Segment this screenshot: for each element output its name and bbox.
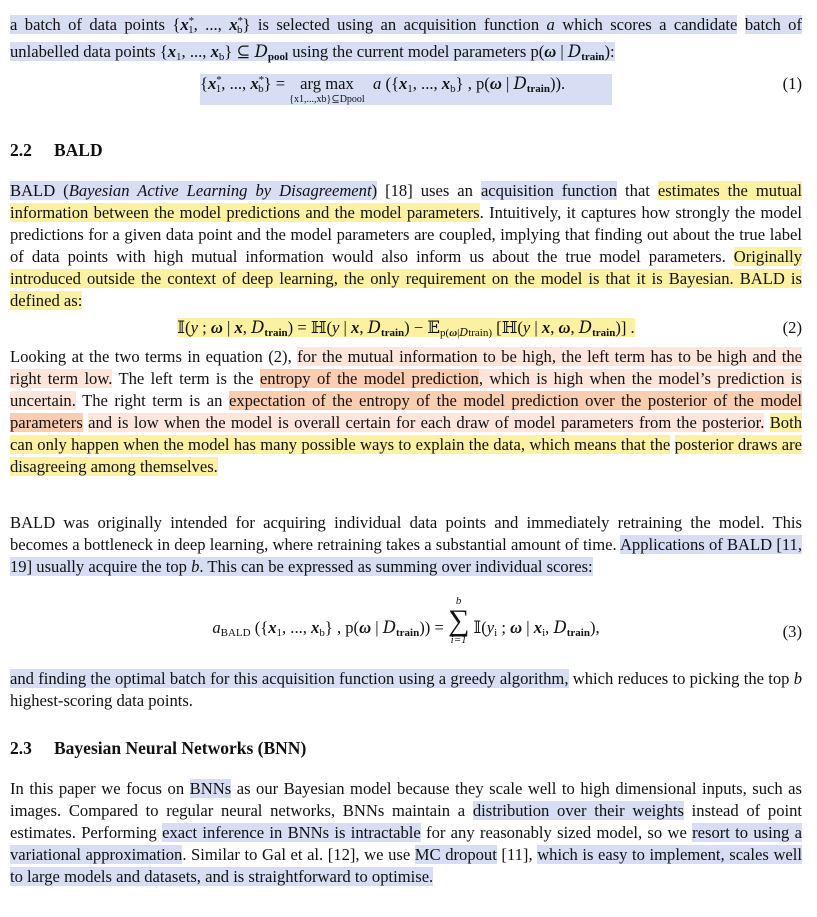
eq1-argmax: arg max <box>300 74 354 93</box>
bald-s1-d: [18] uses an <box>385 181 473 200</box>
bnn-b: BNNs <box>189 779 232 798</box>
eq3-number: (3) <box>782 622 802 641</box>
terms-e: , which is high when the model’s prediction is uncertain. <box>10 369 803 410</box>
bald-s1-b: Bayesian Active Learning by Disagreement <box>68 181 372 200</box>
terms-c: The left term is the <box>118 369 254 388</box>
bald-s1-f: that <box>625 181 650 200</box>
bnn-l: which is easy to implement, scales well to large models and datasets, and is straightforward to optimise. <box>10 845 803 886</box>
greedy-a: and finding the optimal batch for this acquisition function using a greedy algorithm, <box>10 669 569 688</box>
equation-2: 𝕀(y ; ω | x, $D_{train}$) = ℍ(y | x, $D_{train}$) − 𝔼$_{p(\omega|Dtrain)}$ [ℍ(y | x, ω, $D_{train}$)] . (2) <box>177 318 802 339</box>
eq3-sum-bottom: i=1 <box>450 634 467 646</box>
topb-b: Applications of BALD [11, 19] usually acquire the top <box>10 535 802 576</box>
greedy-b: which reduces to picking the top <box>572 669 790 688</box>
section-2-2-heading <box>10 140 103 161</box>
equation-1: {$x^*_1$, ..., $x^*_b$} = arg max {x1,...,xb}⊆Dpool a ({$x_1$, ..., $x_b$} , p(ω | $D_{train}$)). (1) <box>200 74 802 105</box>
topb-d: . This can be expressed as summing over individual scores: <box>199 557 593 576</box>
eq1-argmax-sub: {x1,...,xb}⊆Dpool <box>289 94 365 105</box>
greedy-d: highest-scoring data points. <box>10 691 193 710</box>
bnn-e: instead of point estimates. Performing <box>10 801 803 842</box>
bald-s1-h: . <box>479 203 484 222</box>
terms-d: entropy of the model prediction <box>259 369 479 388</box>
intro-text-a: a batch of data points <box>10 15 165 34</box>
intro-text-b: is selected using an acquisition function <box>257 15 540 34</box>
eq1-number: (1) <box>782 74 802 93</box>
eq3-sum-top: b <box>455 595 462 607</box>
greedy-c: b <box>793 669 803 688</box>
bnn-paragraph <box>10 778 802 888</box>
bald-s1-e: acquisition function <box>480 181 618 200</box>
terms-h: and is low when the model is overall certain for each draw of model parameters from the posterior. <box>88 413 765 432</box>
bnn-k: [11], <box>501 845 533 864</box>
bald-s3: Originally introduced outside the context of deep learning, the only requirement on the model is that it is Bayesian. BALD is defined as: <box>10 247 802 310</box>
bald-s2: Intuitively, it captures how strongly the model predictions for a given data point and the model parameters are coupled, implying that finding out about the true label of data points with high mutual information would also inform us about the true model parameters. <box>10 203 803 266</box>
topb-paragraph <box>10 512 802 578</box>
bald-s1-g: estimates the mutual information between the model predictions and the model parameters <box>10 181 802 222</box>
terms-a: Looking at the two terms in equation (2), <box>10 347 292 366</box>
bnn-g: for any reasonably sized model, so we <box>426 823 687 842</box>
intro-line2-a: batch of unlabelled data points <box>10 15 802 61</box>
bnn-f: exact inference in BNNs is intractable <box>162 823 421 842</box>
bald-s1-c: ) <box>371 181 378 200</box>
bnn-j: MC dropout <box>414 845 497 864</box>
terms-i: Both can only happen when the model has many possible ways to explain the data, which means that the <box>10 413 803 454</box>
intro-text-d: which scores a candidate <box>562 15 738 34</box>
section-2-3-title: Bayesian Neural Networks (BNN) <box>54 738 307 758</box>
intro-paragraph: a batch of data points {$x^*_1$, ..., $x^*_b$} is selected using an acquisition function a which scores a candidate batch of unlabelled data points {$x_1$, ..., $x_b$} ⊆ $D_{pool}$ using the current model parameters p(ω | $D_{train}$): <box>10 15 802 63</box>
terms-g: expectation of the entropy of the model prediction over the posterior of the model parameters <box>10 391 802 432</box>
bnn-h: resort to using a variational approximation <box>10 823 802 864</box>
bnn-a: In this paper we focus on <box>10 779 185 798</box>
bald-paragraph <box>10 180 802 312</box>
intro-text-c: a <box>546 15 555 34</box>
topb-c: b <box>191 557 200 576</box>
terms-f: The right term is an <box>82 391 223 410</box>
eq2-number: (2) <box>782 318 802 337</box>
terms-b: for the mutual information to be high, the left term has to be high and the right term low. <box>10 347 802 388</box>
section-2-3-number: 2.3 <box>10 738 32 758</box>
bnn-d: distribution over their weights <box>472 801 684 820</box>
intro-line2-b: using the current model parameters p( <box>292 42 545 61</box>
intro-line2-c: ): <box>604 42 615 61</box>
terms-j: posterior draws are disagreeing among themselves. <box>10 435 802 476</box>
bnn-c: as our Bayesian model because they scale well to high dimensional inputs, such as images. Compared to regular neural networks, BNNs maintain a <box>10 779 803 820</box>
topb-a: BALD was originally intended for acquiring individual data points and immediately retraining the model. This becomes a bottleneck in deep learning, where retraining takes a substantial amount of time. <box>10 513 802 554</box>
bald-s1-a: BALD ( <box>10 181 69 200</box>
greedy-paragraph <box>10 668 802 712</box>
section-2-2-number: 2.2 <box>10 140 32 160</box>
equation-3: $a_{BALD}$ ({$x_1$, ..., $x_b$} , p(ω | $D_{train}$)) = b ∑ i=1 $𝕀(y_i$ ; ω | $x_i$, $D_{train}$), (3) <box>212 595 802 646</box>
terms-paragraph <box>10 346 802 478</box>
section-2-3-heading <box>10 738 306 759</box>
bnn-i: . Similar to Gal et al. [12], we use <box>182 845 411 864</box>
section-2-2-title: BALD <box>54 140 103 160</box>
